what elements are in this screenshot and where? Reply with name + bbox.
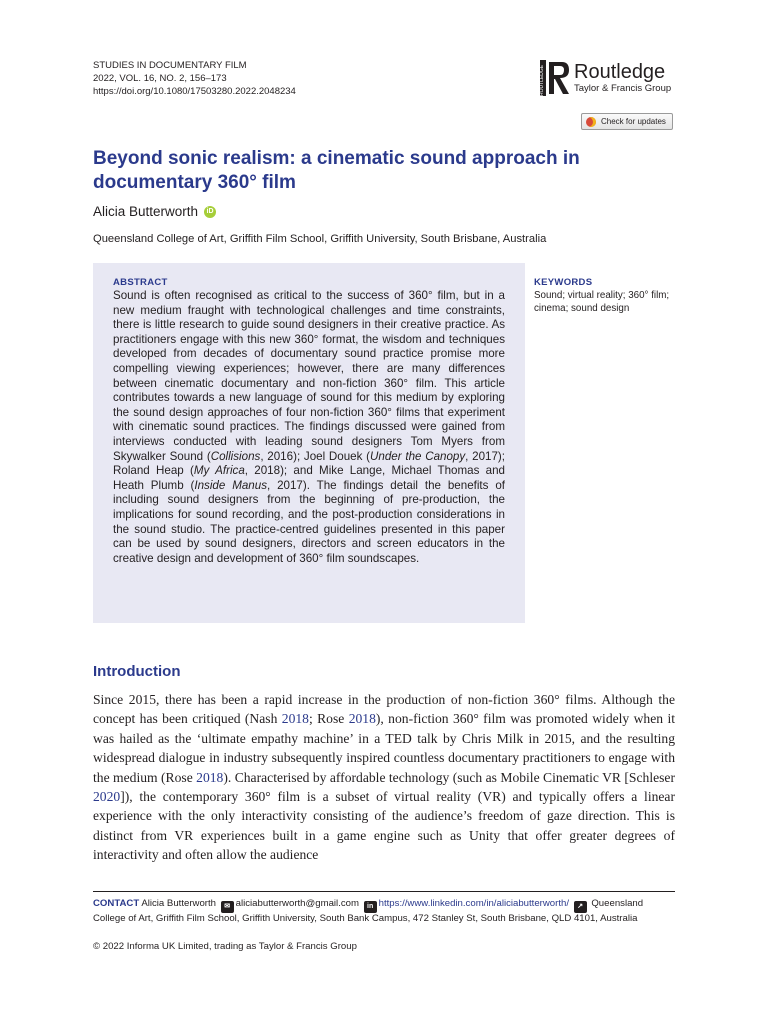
contact-name: Alicia Butterworth (141, 898, 216, 909)
author-affiliation: Queensland College of Art, Griffith Film School, Griffith University, South Brisbane, Australia (93, 233, 547, 245)
journal-volume: 2022, VOL. 16, NO. 2, 156–173 (93, 73, 227, 84)
contact-address: Queensland College of Art, Griffith Film School, Griffith University, South Bank Campus, 472 Stanley St, South Brisbane, QLD 4101, Australia (93, 898, 644, 924)
contact-email[interactable]: aliciabutterworth@gmail.com (235, 898, 359, 909)
abstract-text: Sound is often recognised as critical to the success of 360° film, but in a new medium fraught with technological challenges and time constraints, there is little research to guide sound designers in their creative practice. As practitioners engage with this new 360° format, the wisdom and techniques developed from decades of documentary sound practice promise more compelling viewing experiences; however, there are many differences between cinematic documentary and non-fiction 360° film. This article contributes towards a new language of sound for this medium by exploring the sound design approaches of four non-fiction 360° films that experiment with cinematic sound practices. The findings discussed were gained from interviews conducted with leading sound designers Tom Myers from Skywalker Sound (Collisions, 2016); Joel Douek (Under the Canopy, 2017); Roland Heap (My Africa, 2018); and Mike Lange, Michael Thomas and Heath Plumb (Inside Manus, 2017). The findings detail the benefits of including sound designers from the beginning of pre-production, the implications for sound recording, and the post-production considerations in the sound studio. The practice-centred guidelines presented in this paper can be used by sound designers, directors and screen educators in the creative design and development of 360° film soundscapes. (113, 289, 506, 565)
journal-info (93, 59, 296, 98)
orcid-icon[interactable]: iD (204, 206, 216, 218)
abstract-box (93, 263, 525, 623)
journal-doi[interactable]: https://doi.org/10.1080/17503280.2022.2048234 (93, 86, 296, 97)
author-line (93, 204, 216, 219)
copyright-notice: © 2022 Informa UK Limited, trading as Taylor & Francis Group (93, 941, 357, 952)
article-title: Beyond sonic realism: a cinematic sound approach in documentary 360° film (93, 148, 580, 193)
routledge-logo-icon (538, 58, 572, 98)
introduction-paragraph: Since 2015, there has been a rapid increase in the production of non-fiction 360° films. Although the concept has been critiqued (Nash 2018; Rose 2018), non-fiction 360° film was promoted widely when it was hailed as the ‘ultimate empathy machine’ in a TED talk by Chris Milk in 2015, and the resulting widespread dialogue in industry subsequently inspired countless documentary practitioners to engage with the medium (Rose 2018). Characterised by affordable technology (such as Mobile Cinematic VR [Schleser 2020]), the contemporary 360° film is a subset of virtual reality (VR) and typically offers a linear experience with the only interactivity consisting of the audience’s freedom of gaze direction. This is distinct from VR experiences built in a game engine such as Unity that offer greater degrees of interactivity and often allow the audience (93, 692, 675, 863)
crossmark-icon (586, 117, 596, 127)
contact-label: CONTACT (93, 898, 140, 909)
keywords-heading: KEYWORDS (534, 277, 593, 288)
check-for-updates-button[interactable] (581, 113, 673, 130)
citation-link[interactable]: 2018 (348, 711, 376, 727)
citation-link[interactable]: 2020 (93, 789, 121, 805)
keywords-text: Sound; virtual reality; 360° film; cinema; sound design (534, 290, 670, 314)
publisher-name: Routledge (574, 61, 666, 83)
section-heading-introduction: Introduction (93, 663, 181, 680)
check-for-updates-label: Check for updates (601, 117, 666, 126)
linkedin-icon: in (364, 901, 377, 913)
publisher-subname: Taylor & Francis Group (574, 83, 672, 94)
email-icon: ✉ (221, 901, 234, 913)
publisher-logo (538, 58, 671, 98)
footer-divider (93, 891, 675, 892)
external-link-icon: ↗ (574, 901, 587, 913)
citation-link[interactable]: 2018 (196, 769, 224, 785)
abstract-heading: ABSTRACT (113, 277, 168, 288)
citation-link[interactable]: 2018 (281, 711, 309, 727)
contact-block (93, 898, 678, 926)
journal-name: STUDIES IN DOCUMENTARY FILM (93, 60, 247, 71)
svg-text:ROUTLEDGE: ROUTLEDGE (539, 64, 545, 96)
linkedin-link[interactable]: https://www.linkedin.com/in/aliciabutterworth/ (378, 898, 569, 909)
author-name: Alicia Butterworth (93, 204, 199, 219)
